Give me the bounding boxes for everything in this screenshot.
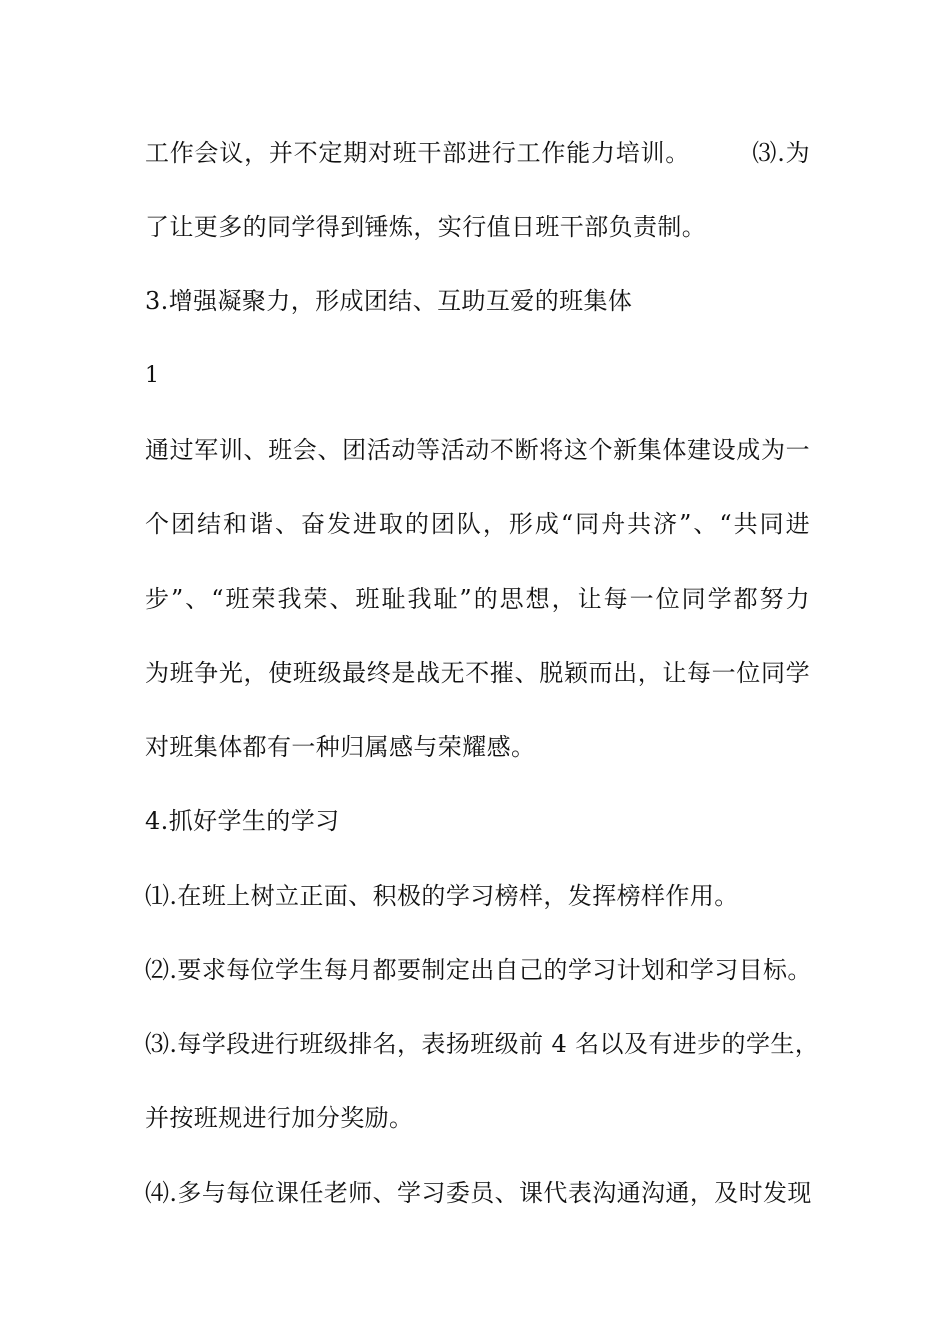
paragraph-line: 为班争光，使班级最终是战无不摧、脱颖而出，让每一位同学: [145, 659, 810, 687]
list-item: ⑷.多与每位课任老师、学习委员、课代表沟通沟通，及时发现: [145, 1179, 812, 1207]
list-item-continuation: 并按班规进行加分奖励。: [145, 1104, 414, 1132]
page-number: 1: [145, 363, 160, 388]
paragraph-line: 步”、“班荣我荣、班耻我耻”的思想，让每一位同学都努力: [145, 585, 810, 613]
paragraph-line: 工作会议，并不定期对班干部进行工作能力培训。 ⑶.为: [145, 139, 810, 167]
section-heading: 4.抓好学生的学习: [145, 807, 340, 835]
paragraph-line: 了让更多的同学得到锤炼，实行值日班干部负责制。: [145, 213, 707, 241]
paragraph-line: 个团结和谐、奋发进取的团队，形成“同舟共济”、“共同进: [145, 510, 810, 538]
section-heading: 3.增强凝聚力，形成团结、互助互爱的班集体: [145, 287, 633, 315]
paragraph-line: 对班集体都有一种归属感与荣耀感。: [145, 733, 536, 761]
list-item: ⑶.每学段进行班级排名，表扬班级前 4 名以及有进步的学生，: [145, 1030, 820, 1058]
paragraph-line: 通过军训、班会、团活动等活动不断将这个新集体建设成为一: [145, 436, 810, 464]
list-item: ⑴.在班上树立正面、积极的学习榜样，发挥榜样作用。: [145, 882, 739, 910]
list-item: ⑵.要求每位学生每月都要制定出自己的学习计划和学习目标。: [145, 956, 812, 984]
